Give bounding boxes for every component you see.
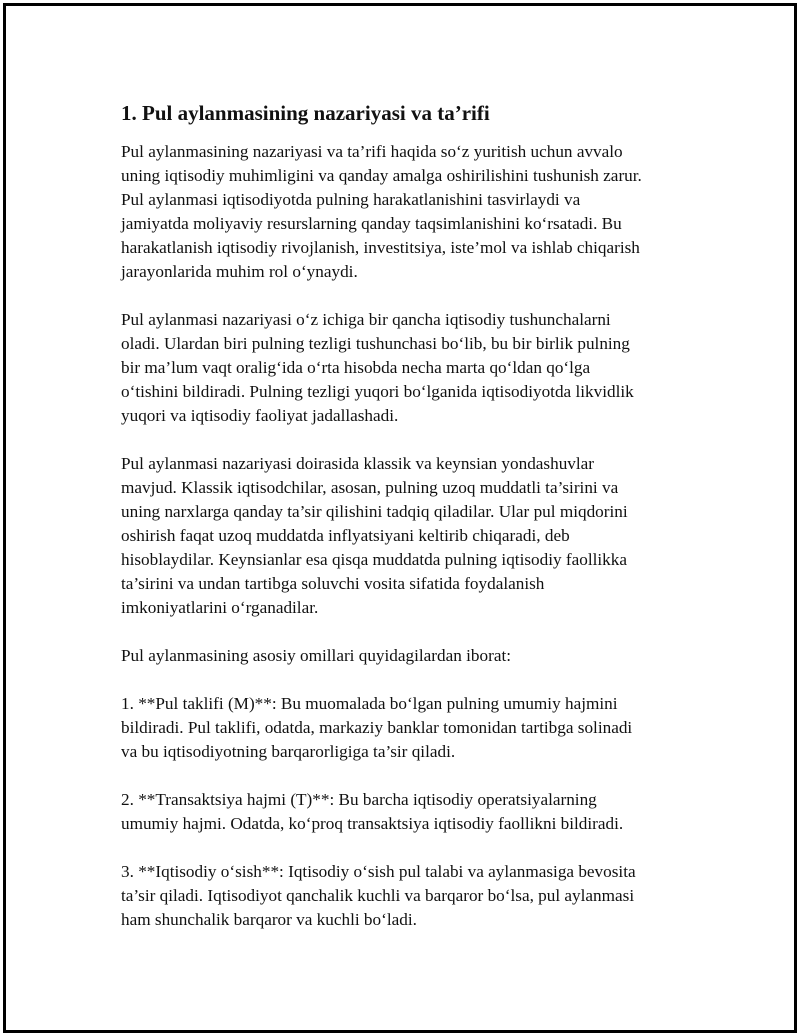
text-line: ham shunchalik barqaror va kuchli bo‘ladi. (121, 910, 417, 929)
text-line: bildiradi. Pul taklifi, odatda, markaziy banklar tomonidan tartibga solinadi (121, 718, 633, 737)
paragraph (121, 308, 691, 428)
page-frame (3, 3, 797, 1033)
text-line: va bu iqtisodiyotning barqarorligiga ta’sir qiladi. (121, 742, 456, 761)
document-body (121, 99, 691, 956)
text-line: imkoniyatlarini o‘rganadilar. (121, 598, 319, 617)
paragraph (121, 692, 691, 764)
text-line: Pul aylanmasining asosiy omillari quyidagilardan iborat: (121, 646, 511, 665)
text-line: 3. **Iqtisodiy o‘sish**: Iqtisodiy o‘sish pul talabi va aylanmasiga bevosita (121, 862, 636, 881)
text-line: oladi. Ulardan biri pulning tezligi tushunchasi bo‘lib, bu bir birlik pulning (121, 334, 630, 353)
text-line: umumiy hajmi. Odatda, ko‘proq transaktsiya iqtisodiy faollikni bildiradi. (121, 814, 624, 833)
text-line: harakatlanish iqtisodiy rivojlanish, investitsiya, iste’mol va ishlab chiqarish (121, 238, 640, 257)
text-line: Pul aylanmasining nazariyasi va ta’rifi haqida so‘z yuritish uchun avvalo (121, 142, 623, 161)
text-line: 1. **Pul taklifi (M)**: Bu muomalada bo‘lgan pulning umumiy hajmini (121, 694, 618, 713)
paragraph (121, 788, 691, 836)
text-line: uning narxlarga qanday ta’sir qilishini tadqiq qiladilar. Ular pul miqdorini (121, 502, 628, 521)
paragraph (121, 140, 691, 284)
text-line: jamiyatda moliyaviy resurslarning qanday taqsimlanishini ko‘rsatadi. Bu (121, 214, 622, 233)
text-line: yuqori va iqtisodiy faoliyat jadallashadi. (121, 406, 399, 425)
text-line: uning iqtisodiy muhimligini va qanday amalga oshirilishini tushunish zarur. (121, 166, 642, 185)
paragraphs-container (121, 140, 691, 932)
text-line: bir ma’lum vaqt oralig‘ida o‘rta hisobda necha marta qo‘ldan qo‘lga (121, 358, 591, 377)
text-line: Pul aylanmasi nazariyasi doirasida klassik va keynsian yondashuvlar (121, 454, 595, 473)
text-line: ta’sirini va undan tartibga soluvchi vosita sifatida foydalanish (121, 574, 545, 593)
text-line: Pul aylanmasi nazariyasi o‘z ichiga bir qancha iqtisodiy tushunchalarni (121, 310, 611, 329)
text-line: ta’sir qiladi. Iqtisodiyot qanchalik kuchli va barqaror bo‘lsa, pul aylanmasi (121, 886, 635, 905)
text-line: 2. **Transaktsiya hajmi (T)**: Bu barcha iqtisodiy operatsiyalarning (121, 790, 597, 809)
text-line: jarayonlarida muhim rol o‘ynaydi. (121, 262, 358, 281)
text-line: hisoblaydilar. Keynsianlar esa qisqa muddatda pulning iqtisodiy faollikka (121, 550, 627, 569)
paragraph (121, 452, 691, 620)
paragraph (121, 860, 691, 932)
text-line: mavjud. Klassik iqtisodchilar, asosan, pulning uzoq muddatli ta’sirini va (121, 478, 619, 497)
text-line: Pul aylanmasi iqtisodiyotda pulning harakatlanishini tasvirlaydi va (121, 190, 581, 209)
section-heading: 1. Pul aylanmasining nazariyasi va ta’rifi (121, 101, 490, 125)
paragraph (121, 644, 691, 668)
text-line: oshirish faqat uzoq muddatda inflyatsiyani keltirib chiqaradi, deb (121, 526, 570, 545)
text-line: o‘tishini bildiradi. Pulning tezligi yuqori bo‘lganida iqtisodiyotda likvidlik (121, 382, 634, 401)
